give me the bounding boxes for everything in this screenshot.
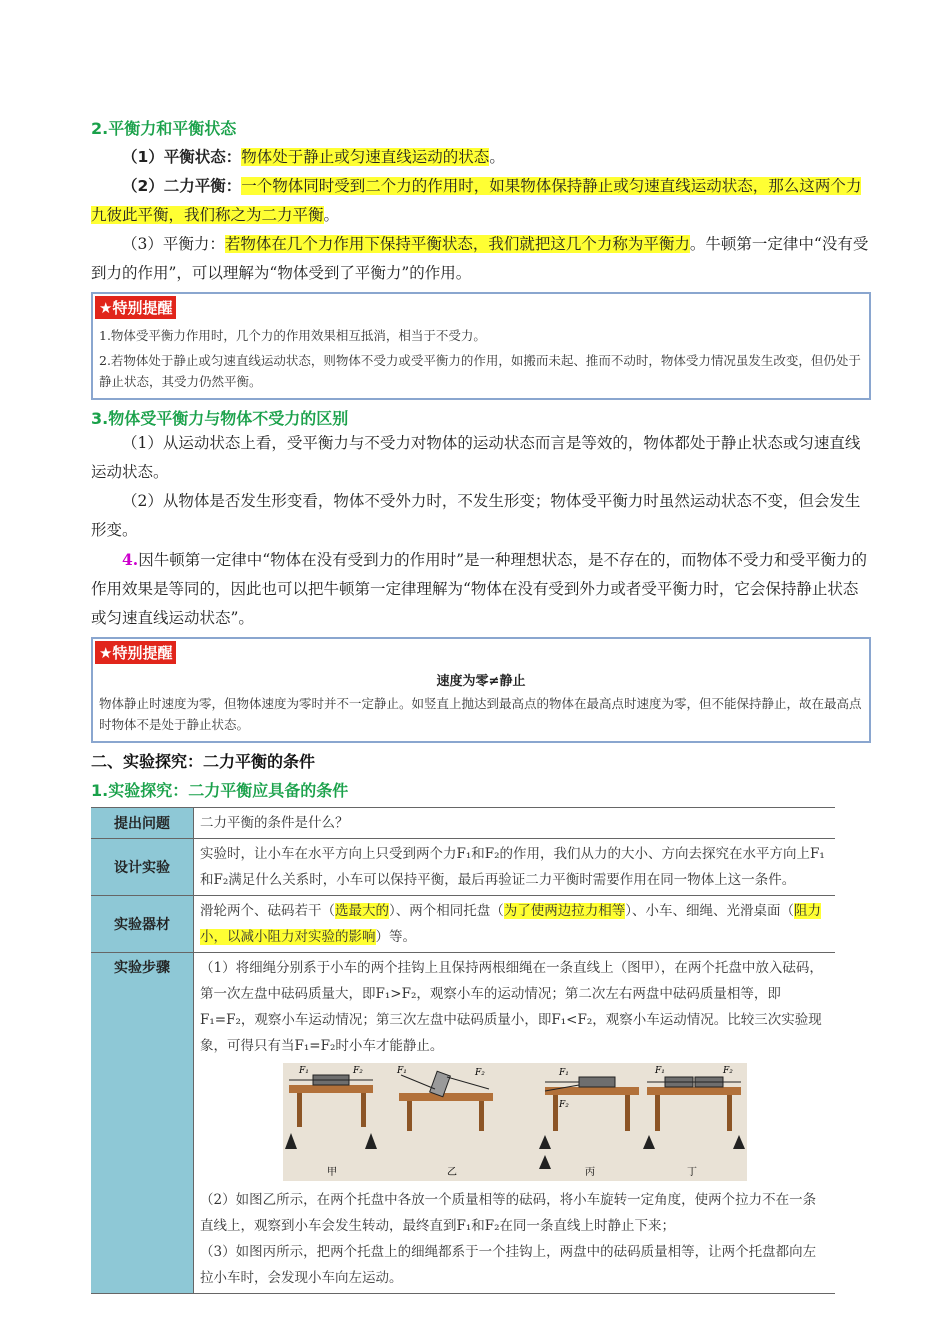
table-leg (479, 1101, 484, 1131)
setup-ding (643, 1066, 745, 1178)
table-top (399, 1093, 493, 1101)
cart (429, 1071, 450, 1096)
table-leg (407, 1101, 412, 1131)
reminder-line-1: 1.物体受平衡力作用时，几个力的作用效果相互抵消，相当于不受力。 (99, 328, 486, 343)
table-leg (655, 1095, 660, 1131)
figure-label: 乙 (446, 1167, 457, 1178)
tray (733, 1135, 745, 1149)
force-label: F₂ (352, 1066, 363, 1076)
table-row (91, 953, 835, 1294)
tray (539, 1135, 551, 1149)
tray (539, 1155, 551, 1169)
step-3-text: （3）如图丙所示，把两个托盘上的细绳都系于一个挂钩上，两盘中的砝码质量相等，让两个托盘都向左拉小车时，会发现小车向左运动。 (200, 1244, 817, 1286)
figure-label: 丙 (584, 1167, 595, 1178)
special-reminder-box-1 (91, 292, 871, 400)
cart (579, 1077, 615, 1087)
table-row (91, 896, 835, 953)
row-content: 实验时，让小车在水平方向上只受到两个力F₁和F₂的作用，我们从力的大小、方向去探究在水平方向上F₁和F₂满足什么关系时，小车可以保持平衡，最后再验证二力平衡时需要作用在同一物体上这一条件。 (194, 839, 836, 896)
special-reminder-tag: ★特别提醒 (95, 296, 176, 319)
row-content (194, 953, 836, 1294)
table-row (91, 839, 835, 896)
table-leg (625, 1095, 630, 1131)
page-content (91, 110, 871, 1294)
table-row (91, 808, 835, 839)
table-leg (297, 1093, 302, 1127)
setup-yi (396, 1066, 493, 1178)
experiment-table (91, 807, 835, 1294)
row-content: 滑轮两个、砝码若干（选最大的）、两个相同托盘（为了使两边拉力相等）、小车、细绳、光滑桌面（阻力小，以减小阻力对实验的影响）等。 (194, 896, 836, 953)
section-3-paragraph-1: （1）从运动状态上看，受平衡力与不受力对物体的运动状态而言是等效的，物体都处于静止状态或匀速直线运动状态。 (91, 434, 861, 481)
balanced-force-paragraph: （3）平衡力：若物体在几个力作用下保持平衡状态，我们就把这几个力称为平衡力。牛顿第一定律中“没有受到力的作用”，可以理解为“物体受到了平衡力”的作用。 (91, 235, 869, 282)
tray (285, 1133, 297, 1149)
reminder-text: 物体静止时速度为零，但物体速度为零时并不一定静止。如竖直上抛达到最高点的物体在最高点时速度为零，但不能保持静止，故在最高点时物体不是处于静止状态。 (99, 696, 862, 732)
two-force-balance-paragraph: （2）二力平衡：一个物体同时受到二个力的作用时，如果物体保持静止或匀速直线运动状态，那么这两个力九彼此平衡，我们称之为二力平衡。 (91, 177, 862, 224)
figure-label: 甲 (326, 1167, 337, 1178)
figure-label: 丁 (686, 1167, 697, 1178)
section-4-paragraph: 4.因牛顿第一定律中“物体在没有受到力的作用时”是一种理想状态，是不存在的，而物体不受力和受平衡力的作用效果是等同的，因此也可以把牛顿第一定律理解为“物体在没有受到外力或者受平衡力时，它会保持静止状态或匀速直线运动状态”。 (91, 550, 868, 627)
force-label: F₁ (298, 1066, 309, 1076)
special-reminder-tag: ★特别提醒 (95, 641, 176, 664)
section-2-heading: 2.平衡力和平衡状态 (91, 119, 237, 138)
section-3-paragraph-2: （2）从物体是否发生形变看，物体不受外力时，不发生形变；物体受平衡力时虽然运动状态不变，但会发生形变。 (91, 492, 861, 539)
force-label: F₁ (558, 1068, 569, 1078)
reminder-line-2: 2.若物体处于静止或匀速直线运动状态，则物体不受力或受平衡力的作用，如搬而未起、推而不动时，物体受力情况虽发生改变，但仍处于静止状态，其受力仍然平衡。 (99, 353, 861, 389)
table-leg (553, 1095, 558, 1131)
force-label: F₁ (654, 1066, 665, 1076)
table-leg (361, 1093, 366, 1127)
force-label: F₁ (396, 1066, 407, 1076)
tray (365, 1133, 377, 1149)
setup-jia (285, 1066, 377, 1178)
string (447, 1077, 489, 1089)
force-label: F₂ (558, 1100, 569, 1110)
row-label: 提出问题 (91, 808, 194, 839)
step-2-text: （2）如图乙所示，在两个托盘中各放一个质量相等的砝码，将小车旋转一定角度，使两个拉力不在一条直线上，观察到小车会发生转动，最终直到F₁和F₂在同一条直线上时静止下来； (200, 1192, 817, 1234)
row-label: 实验器材 (91, 896, 194, 953)
row-content: 二力平衡的条件是什么？ (194, 808, 836, 839)
force-label: F₂ (722, 1066, 733, 1076)
section-3-heading: 3.物体受平衡力与物体不受力的区别 (91, 409, 349, 428)
setup-bing (539, 1068, 639, 1178)
string (401, 1075, 435, 1089)
step-1-text: （1）将细绳分别系于小车的两个挂钩上且保持两根细绳在一条直线上（图甲），在两个托盘中放入砝码，第一次左盘中砝码质量大，即F₁>F₂，观察小车的运动情况；第二次左右两盘中砝码质量相等，即F₁=F₂，观察小车运动情况；第三次左盘中砝码质量小，即F₁<F₂，观察小车运动情况。比较三次实验现象，可得只有当F₁=F₂时小车才能静止。 (200, 960, 823, 1054)
experiment-setup-figure (283, 1063, 747, 1181)
part-2-heading: 二、实验探究：二力平衡的条件 (91, 752, 316, 771)
part-2-subheading: 1.实验探究：二力平衡应具备的条件 (91, 781, 349, 800)
table-top (289, 1085, 373, 1093)
reminder-title: 速度为零≠静止 (436, 674, 526, 689)
balance-state-paragraph: （1）平衡状态：物体处于静止或匀速直线运动的状态。 (122, 148, 505, 166)
row-label: 实验步骤 (91, 953, 194, 1294)
force-label: F₂ (474, 1068, 485, 1078)
tray (643, 1135, 655, 1149)
table-leg (727, 1095, 732, 1131)
row-label: 设计实验 (91, 839, 194, 896)
table-top (647, 1087, 741, 1095)
special-reminder-box-2 (91, 637, 871, 743)
